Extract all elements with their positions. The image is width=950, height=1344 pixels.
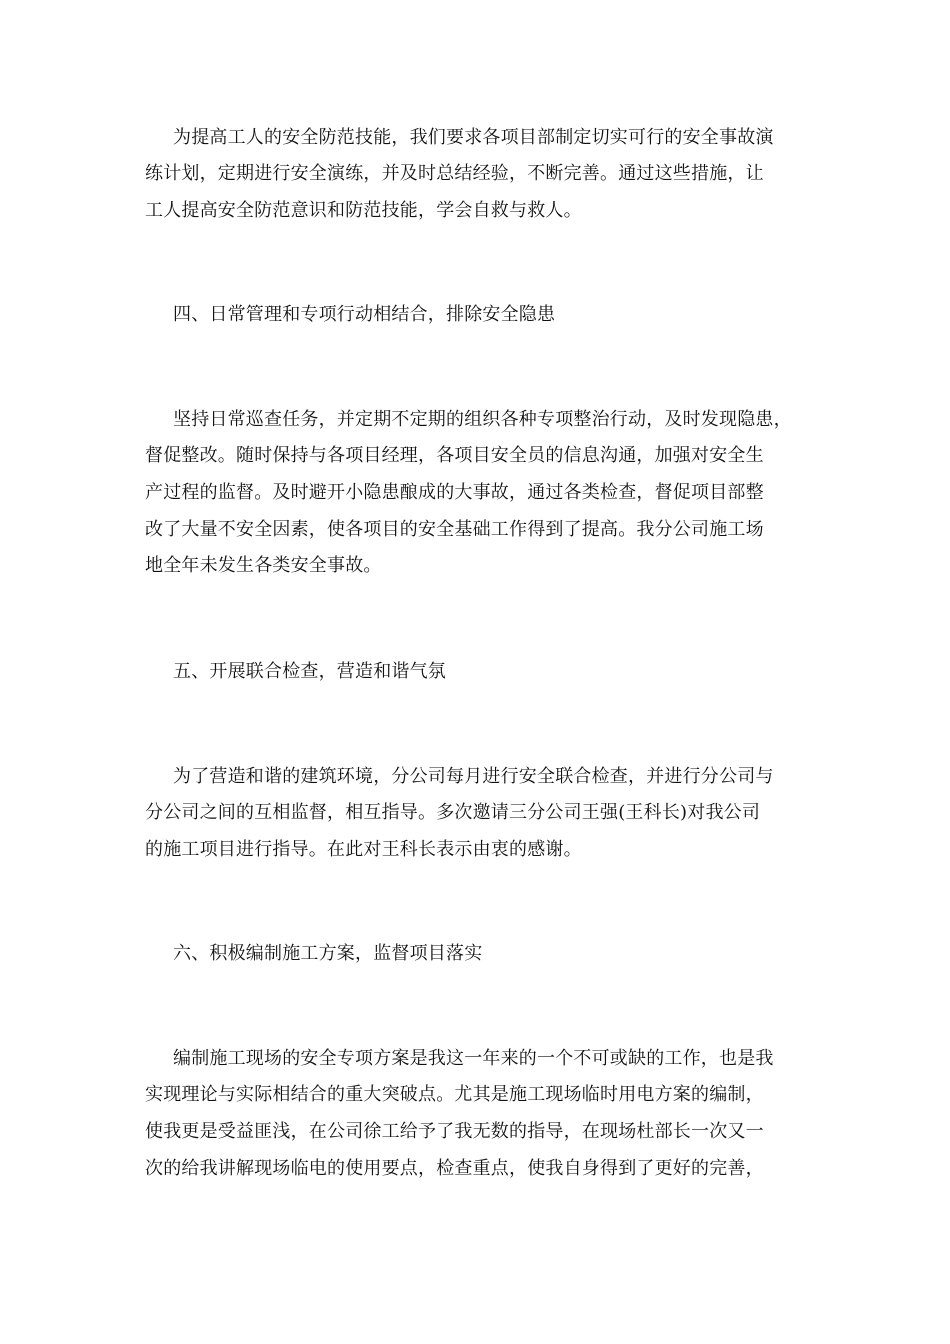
para2-line-4: 改了大量不安全因素，使各项目的安全基础工作得到了提高。我分公司施工场 [145, 519, 764, 540]
para3-line-3: 的施工项目进行指导。在此对王科长表示由衷的感谢。 [145, 839, 582, 860]
para2-line-3: 产过程的监督。及时避开小隐患酿成的大事故，通过各类检查，督促项目部整 [145, 482, 764, 503]
para4-line-3: 使我更是受益匪浅，在公司徐工给予了我无数的指导，在现场杜部长一次又一 [145, 1121, 764, 1142]
para1-line-1: 为提高工人的安全防范技能，我们要求各项目部制定切实可行的安全事故演 [173, 127, 774, 148]
section-heading-5: 五、开展联合检查，营造和谐气氛 [173, 661, 446, 682]
para3-line-1: 为了营造和谐的建筑环境，分公司每月进行安全联合检查，并进行分公司与 [173, 766, 774, 787]
para1-line-3: 工人提高安全防范意识和防范技能，学会自救与救人。 [145, 200, 582, 221]
para4-line-1: 编制施工现场的安全专项方案是我这一年来的一个不可或缺的工作，也是我 [173, 1048, 774, 1069]
para4-line-2: 实现理论与实际相结合的重大突破点。尤其是施工现场临时用电方案的编制， [145, 1084, 764, 1105]
section-heading-4: 四、日常管理和专项行动相结合，排除安全隐患 [173, 304, 556, 325]
para4-line-4: 次的给我讲解现场临电的使用要点，检查重点，使我自身得到了更好的完善， [145, 1158, 764, 1179]
para1-line-2: 练计划，定期进行安全演练，并及时总结经验，不断完善。通过这些措施，让 [145, 163, 764, 184]
section-heading-6: 六、积极编制施工方案，监督项目落实 [173, 943, 483, 964]
para2-line-5: 地全年未发生各类安全事故。 [145, 555, 382, 576]
para2-line-1: 坚持日常巡查任务，并定期不定期的组织各种专项整治行动，及时发现隐患， [173, 409, 792, 430]
para3-line-2: 分公司之间的互相监督，相互指导。多次邀请三分公司王强(王科长)对我公司 [145, 802, 761, 823]
para2-line-2: 督促整改。随时保持与各项目经理，各项目安全员的信息沟通，加强对安全生 [145, 445, 764, 466]
